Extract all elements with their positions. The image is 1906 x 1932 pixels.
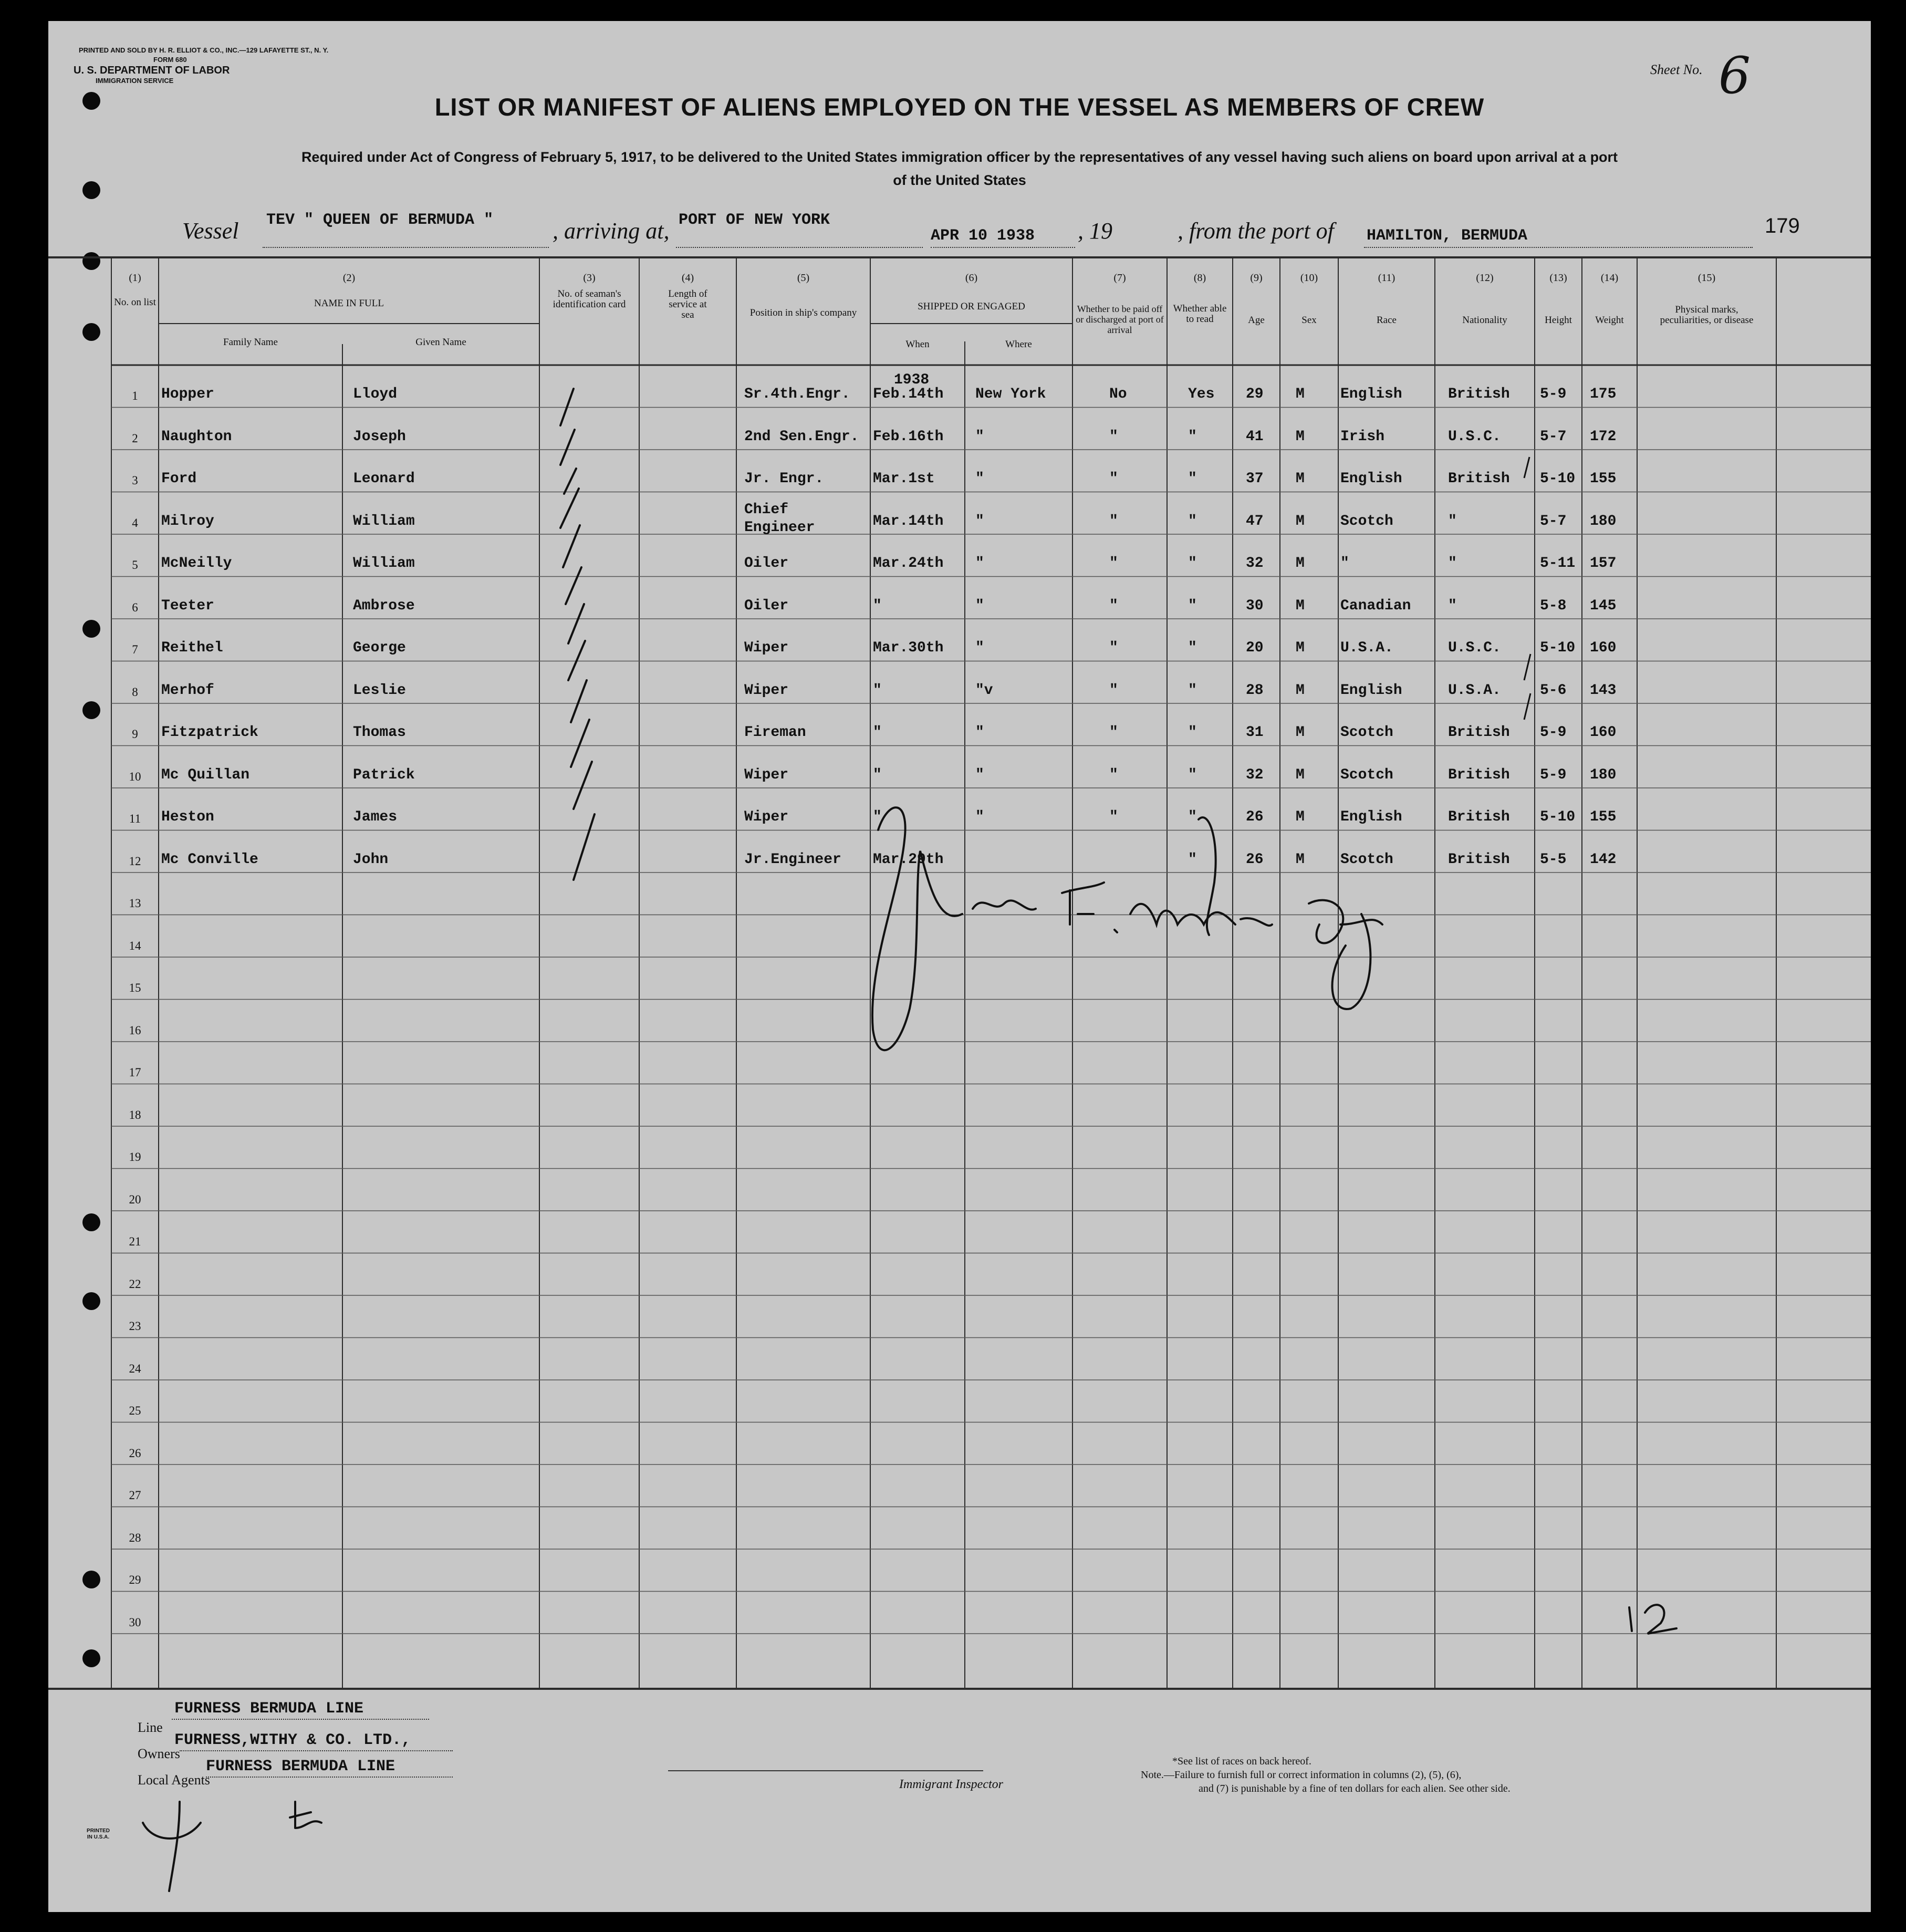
cell-nationality: British: [1448, 766, 1510, 783]
col-age: Age: [1248, 315, 1265, 326]
cell-paid: ": [1109, 555, 1118, 572]
col-3-number: (3): [583, 272, 596, 284]
cell-read: ": [1188, 682, 1197, 699]
cell-position: Sr.4th.Engr.: [744, 386, 850, 402]
cell-family: Reithel: [161, 640, 223, 656]
cell-sex: M: [1296, 724, 1305, 741]
cell-position-line2: Engineer: [744, 519, 815, 536]
row-number: 8: [132, 685, 138, 699]
col-given-name: Given Name: [415, 337, 466, 348]
races-note: *See list of races on back hereof.: [1172, 1756, 1311, 1767]
owners-underline: [180, 1750, 453, 1751]
cell-height: 5-9: [1540, 766, 1567, 783]
cell-race: Scotch: [1340, 851, 1393, 868]
cell-height: 5-9: [1540, 724, 1567, 741]
cell-paid: ": [1109, 597, 1118, 614]
col-13-number: (13): [1549, 272, 1567, 284]
from-port: HAMILTON, BERMUDA: [1367, 227, 1528, 245]
cell-paid: ": [1109, 428, 1118, 445]
row-number: 16: [129, 1023, 141, 1037]
cell-family: McNeilly: [161, 555, 232, 572]
cell-height: 5-7: [1540, 428, 1567, 445]
cell-when: Mar.29th: [873, 851, 944, 868]
cell-read: ": [1188, 471, 1197, 487]
cell-sex: M: [1296, 682, 1305, 699]
row-number: 1: [132, 389, 138, 402]
cell-race: English: [1340, 386, 1402, 402]
cell-paid: No: [1109, 386, 1127, 402]
agents-label: Local Agents: [138, 1772, 210, 1788]
cell-given: Lloyd: [353, 386, 398, 402]
row-number: 29: [129, 1573, 141, 1586]
cell-race: English: [1340, 682, 1402, 699]
cell-when: ": [873, 724, 882, 741]
fine-note-2: and (7) is punishable by a fine of ten dollars for each alien. See other side.: [1199, 1783, 1511, 1794]
sheet-number: 6: [1718, 46, 1751, 105]
cell-given: Ambrose: [353, 597, 415, 614]
cell-sex: M: [1296, 766, 1305, 783]
cell-height: 5-5: [1540, 851, 1567, 868]
col-seaman-id: No. of seaman's identification card: [553, 288, 626, 310]
cell-age: 29: [1246, 386, 1264, 402]
cell-sex: M: [1296, 513, 1305, 529]
row-number: 2: [132, 431, 138, 445]
cell-family: Merhof: [161, 682, 214, 699]
cell-given: John: [353, 851, 389, 868]
cell-where: New York: [975, 386, 1046, 402]
line-underline: [172, 1719, 429, 1720]
cell-position: Chief: [744, 501, 789, 518]
cell-given: George: [353, 640, 406, 656]
cell-nationality: U.S.C.: [1448, 428, 1501, 445]
cell-age: 32: [1246, 555, 1264, 572]
cell-nationality: U.S.A.: [1448, 682, 1501, 699]
cell-given: William: [353, 555, 415, 572]
arriving-label: , arriving at,: [553, 218, 670, 244]
cell-read: ": [1188, 809, 1197, 825]
cell-race: English: [1340, 471, 1402, 487]
cell-read: ": [1188, 513, 1197, 529]
owners-value: FURNESS,WITHY & CO. LTD.,: [174, 1731, 411, 1749]
row-number: 9: [132, 728, 138, 741]
cell-height: 5-8: [1540, 597, 1567, 614]
cell-race: Scotch: [1340, 724, 1393, 741]
cell-paid: ": [1109, 682, 1118, 699]
cell-sex: M: [1296, 428, 1305, 445]
row-number: 19: [129, 1150, 141, 1164]
col-race: Race: [1377, 315, 1397, 326]
cell-nationality: ": [1448, 597, 1457, 614]
col-when: When: [905, 339, 930, 350]
cell-read: Yes: [1188, 386, 1215, 402]
col-no-on-list: No. on list: [114, 297, 156, 308]
cell-where: ": [975, 809, 984, 825]
cell-given: Thomas: [353, 724, 406, 741]
row-number: 24: [129, 1362, 141, 1375]
cell-sex: M: [1296, 851, 1305, 868]
cell-where: ": [975, 513, 984, 529]
sheet-label: Sheet No.: [1650, 62, 1703, 77]
printed-mark: PRINTED IN U.S.A.: [87, 1828, 110, 1840]
row-number: 13: [129, 897, 141, 910]
row-number: 14: [129, 939, 141, 952]
cell-weight: 143: [1590, 682, 1617, 699]
row-number: 22: [129, 1277, 141, 1291]
row-number: 11: [129, 812, 141, 825]
cell-race: Canadian: [1340, 597, 1411, 614]
cell-height: 5-10: [1540, 471, 1576, 487]
row-number: 26: [129, 1446, 141, 1460]
cell-family: Fitzpatrick: [161, 724, 258, 741]
cell-age: 20: [1246, 640, 1264, 656]
col-weight: Weight: [1595, 315, 1624, 326]
cell-weight: 160: [1590, 724, 1617, 741]
cell-nationality: ": [1448, 513, 1457, 529]
cell-family: Ford: [161, 471, 197, 487]
row-number: 23: [129, 1320, 141, 1333]
cell-when: ": [873, 809, 882, 825]
cell-nationality: British: [1448, 386, 1510, 402]
cell-family: Milroy: [161, 513, 214, 529]
cell-where: "v: [975, 682, 993, 699]
cell-position: Wiper: [744, 766, 789, 783]
cell-read: ": [1188, 851, 1197, 868]
col-shipped-or-engaged: SHIPPED OR ENGAGED: [918, 301, 1025, 312]
cell-weight: 160: [1590, 640, 1617, 656]
cell-where: ": [975, 471, 984, 487]
row-number: 7: [132, 643, 138, 656]
fine-note-1: Note.—Failure to furnish full or correct information in columns (2), (5), (6),: [1141, 1769, 1462, 1781]
cell-height: 5-6: [1540, 682, 1567, 699]
manifest-sheet: [48, 21, 1871, 1912]
cell-age: 32: [1246, 766, 1264, 783]
row-number: 15: [129, 981, 141, 994]
cell-nationality: ": [1448, 555, 1457, 572]
cell-sex: M: [1296, 555, 1305, 572]
row-number: 6: [132, 600, 138, 614]
year-label: , 19: [1078, 218, 1112, 244]
cell-weight: 145: [1590, 597, 1617, 614]
cell-age: 37: [1246, 471, 1264, 487]
cell-height: 5-10: [1540, 809, 1576, 825]
cell-position: Oiler: [744, 597, 789, 614]
vessel-label: Vessel: [182, 218, 239, 244]
cell-family: Heston: [161, 809, 214, 825]
cell-sex: M: [1296, 597, 1305, 614]
cell-nationality: British: [1448, 471, 1510, 487]
department-name: U. S. DEPARTMENT OF LABOR: [74, 65, 230, 76]
cell-height: 5-11: [1540, 555, 1576, 572]
cell-position: Wiper: [744, 809, 789, 825]
cell-race: Irish: [1340, 428, 1385, 445]
cell-position: Jr. Engr.: [744, 471, 824, 487]
service-name: IMMIGRATION SERVICE: [96, 77, 174, 85]
cell-weight: 142: [1590, 851, 1617, 868]
cell-when: Feb.16th: [873, 428, 944, 445]
row-number: 27: [129, 1489, 141, 1502]
col-4-number: (4): [681, 272, 694, 284]
cell-read: ": [1188, 597, 1197, 614]
cell-family: Mc Conville: [161, 851, 258, 868]
cell-weight: 172: [1590, 428, 1617, 445]
row-number: 25: [129, 1404, 141, 1417]
cell-race: U.S.A.: [1340, 640, 1393, 656]
cell-where: ": [975, 555, 984, 572]
cell-family: Teeter: [161, 597, 214, 614]
cell-race: Scotch: [1340, 513, 1393, 529]
col-height: Height: [1545, 315, 1572, 326]
line-label: Line: [138, 1720, 163, 1735]
col-able-to-read: Whether able to read: [1173, 303, 1227, 325]
col-paid-off: Whether to be paid off or discharged at port of arrival: [1076, 304, 1164, 335]
cell-age: 47: [1246, 513, 1264, 529]
inspector-signature: [872, 807, 1382, 1050]
inspector-line: [668, 1770, 983, 1771]
row-number: 5: [132, 558, 138, 572]
cell-age: 26: [1246, 851, 1264, 868]
col-where: Where: [1005, 339, 1032, 350]
cell-sex: M: [1296, 809, 1305, 825]
col-15-number: (15): [1697, 272, 1716, 284]
cell-when: Feb.14th: [873, 386, 944, 402]
cell-age: 31: [1246, 724, 1264, 741]
cell-weight: 175: [1590, 386, 1617, 402]
cell-paid: ": [1109, 471, 1118, 487]
row-number: 18: [129, 1108, 141, 1121]
col-10-number: (10): [1300, 272, 1318, 284]
row-number: 17: [129, 1066, 141, 1079]
cell-paid: ": [1109, 766, 1118, 783]
cell-when: Mar.30th: [873, 640, 944, 656]
cell-where: ": [975, 640, 984, 656]
cell-paid: ": [1109, 724, 1118, 741]
cell-given: Joseph: [353, 428, 406, 445]
cell-family: Hopper: [161, 386, 214, 402]
cell-weight: 155: [1590, 471, 1617, 487]
cell-read: ": [1188, 724, 1197, 741]
col-9-number: (9): [1250, 272, 1263, 284]
cell-sex: M: [1296, 386, 1305, 402]
cell-given: Leonard: [353, 471, 415, 487]
cell-read: ": [1188, 555, 1197, 572]
col-12-number: (12): [1476, 272, 1494, 284]
cell-family: Mc Quillan: [161, 766, 250, 783]
cell-read: ": [1188, 766, 1197, 783]
row-number: 30: [129, 1615, 141, 1629]
cell-nationality: British: [1448, 851, 1510, 868]
owners-label: Owners: [138, 1746, 180, 1761]
cell-where: ": [975, 597, 984, 614]
col-name-in-full: NAME IN FULL: [314, 298, 384, 309]
row-number: 20: [129, 1192, 141, 1206]
col-8-number: (8): [1193, 272, 1206, 284]
cell-where: ": [975, 766, 984, 783]
cell-when: ": [873, 597, 882, 614]
col-physical-marks: Physical marks, peculiarities, or disease: [1660, 304, 1754, 326]
manifest-subtitle-2: of the United States: [893, 172, 1026, 188]
inspector-label: Immigrant Inspector: [899, 1778, 1003, 1791]
cell-position: Oiler: [744, 555, 789, 572]
cell-weight: 157: [1590, 555, 1617, 572]
row-number: 28: [129, 1531, 141, 1544]
cell-when: Mar.24th: [873, 555, 944, 572]
year-note: 1938: [894, 372, 930, 388]
cell-weight: 155: [1590, 809, 1617, 825]
agents-value: FURNESS BERMUDA LINE: [206, 1758, 395, 1775]
row-number: 12: [129, 854, 141, 868]
cell-height: 5-9: [1540, 386, 1567, 402]
cell-paid: ": [1109, 513, 1118, 529]
cell-position: Jr.Engineer: [744, 851, 841, 868]
cell-when: ": [873, 682, 882, 699]
col-length-of-service: Length of service at sea: [668, 288, 707, 320]
cell-given: James: [353, 809, 398, 825]
cell-given: Leslie: [353, 682, 406, 699]
col-nationality: Nationality: [1462, 315, 1507, 326]
arrival-port: PORT OF NEW YORK: [679, 211, 830, 229]
cell-height: 5-10: [1540, 640, 1576, 656]
cell-position: Fireman: [744, 724, 806, 741]
col-2-number: (2): [342, 272, 356, 284]
form-number: FORM 680: [153, 56, 187, 64]
col-family-name: Family Name: [223, 337, 278, 348]
col-position: Position in ship's company: [749, 307, 857, 318]
cell-nationality: U.S.C.: [1448, 640, 1501, 656]
col-sex: Sex: [1301, 315, 1317, 326]
cell-age: 30: [1246, 597, 1264, 614]
manifest-subtitle-1: Required under Act of Congress of February 5, 1917, to be delivered to the United States immigration officer by the representatives of any vessel having such aliens on board upon arrival at a port: [301, 149, 1618, 165]
cell-paid: ": [1109, 640, 1118, 656]
col-5-number: (5): [797, 272, 810, 284]
cell-sex: M: [1296, 471, 1305, 487]
col-11-number: (11): [1378, 272, 1395, 284]
cell-sex: M: [1296, 640, 1305, 656]
cell-race: English: [1340, 809, 1402, 825]
cell-read: ": [1188, 640, 1197, 656]
cell-read: ": [1188, 428, 1197, 445]
cell-when: Mar.14th: [873, 513, 944, 529]
cell-nationality: British: [1448, 724, 1510, 741]
col-6-number: (6): [965, 272, 978, 284]
row-number: 4: [132, 516, 138, 529]
cell-when: Mar.1st: [873, 471, 935, 487]
row-number: 10: [129, 770, 141, 783]
cell-weight: 180: [1590, 513, 1617, 529]
row-number: 21: [129, 1235, 141, 1248]
cell-age: 41: [1246, 428, 1264, 445]
cell-where: ": [975, 724, 984, 741]
cell-position: Wiper: [744, 640, 789, 656]
row-number: 3: [132, 474, 138, 487]
cell-weight: 180: [1590, 766, 1617, 783]
cell-where: ": [975, 428, 984, 445]
col-7-number: (7): [1113, 272, 1126, 284]
agents-underline: [206, 1777, 453, 1778]
page-number: 179: [1765, 214, 1800, 237]
cell-paid: ": [1109, 809, 1118, 825]
col-14-number: (14): [1600, 272, 1619, 284]
col-1-number: (1): [129, 272, 141, 284]
cell-race: ": [1340, 555, 1349, 572]
cell-age: 28: [1246, 682, 1264, 699]
cell-age: 26: [1246, 809, 1264, 825]
line-value: FURNESS BERMUDA LINE: [174, 1700, 364, 1718]
from-port-label: , from the port of: [1178, 218, 1334, 244]
cell-family: Naughton: [161, 428, 232, 445]
manifest-title: LIST OR MANIFEST OF ALIENS EMPLOYED ON THE VESSEL AS MEMBERS OF CREW: [434, 93, 1485, 121]
cell-height: 5-7: [1540, 513, 1567, 529]
cell-when: ": [873, 766, 882, 783]
cell-position: 2nd Sen.Engr.: [744, 428, 859, 445]
cell-race: Scotch: [1340, 766, 1393, 783]
cell-given: Patrick: [353, 766, 415, 783]
cell-nationality: British: [1448, 809, 1510, 825]
cell-position: Wiper: [744, 682, 789, 699]
printer-credit: PRINTED AND SOLD BY H. R. ELLIOT & CO., INC.—129 LAFAYETTE ST., N. Y.: [79, 46, 329, 54]
arrival-date: APR 10 1938: [931, 227, 1035, 245]
cell-given: William: [353, 513, 415, 529]
vessel-name: TEV " QUEEN OF BERMUDA ": [266, 211, 494, 229]
